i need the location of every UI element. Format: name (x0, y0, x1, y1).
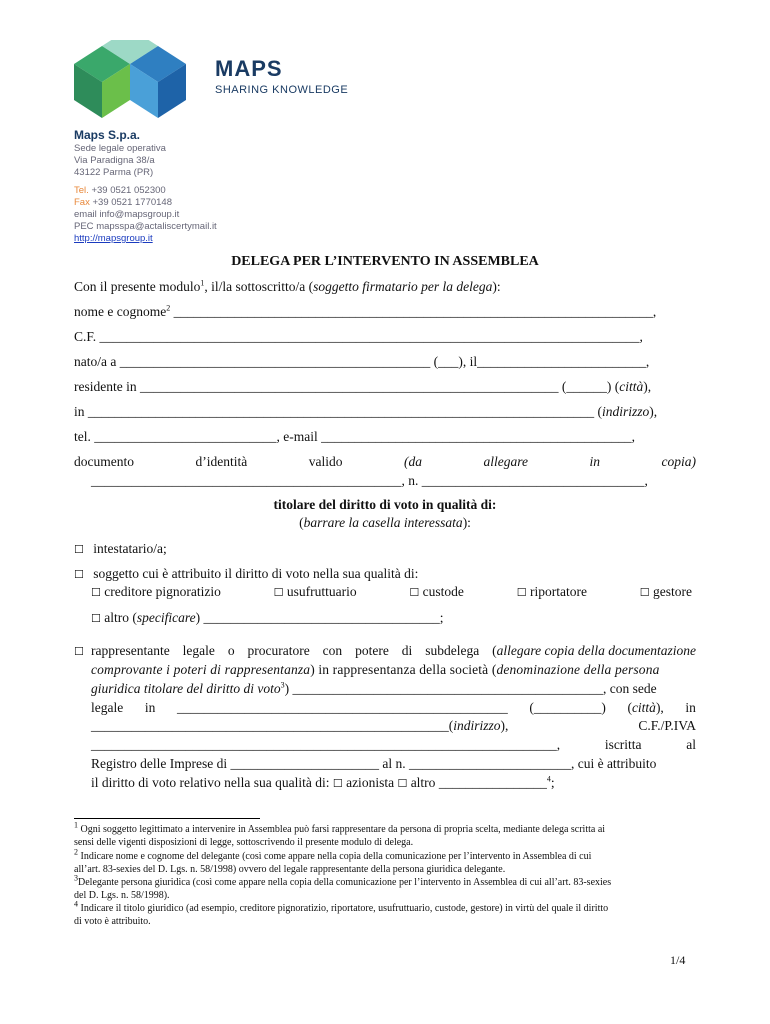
company-name: Maps S.p.a. (74, 128, 141, 142)
tel-value: +39 0521 052300 (91, 185, 166, 196)
checkbox-rappresentante[interactable]: ☐ (74, 645, 84, 658)
website-link[interactable]: http://mapsgroup.it (74, 233, 153, 244)
tel-label: Tel. (74, 185, 89, 196)
option-gestore[interactable]: ☐ gestore (639, 584, 692, 599)
fax-value: +39 0521 1770148 (92, 197, 172, 208)
pec-label: PEC (74, 221, 94, 232)
option-rappresentante[interactable] (74, 643, 84, 659)
checkbox-soggetto[interactable]: ☐ (74, 568, 84, 581)
option-altro[interactable]: ☐ altro (specificare) ___________________________________; (91, 610, 444, 625)
rapp-line-2: comprovante i poteri di rappresentanza) in rappresentanza della società (denominazione della persona (91, 662, 660, 677)
option-soggetto[interactable]: ☐ soggetto cui è attribuito il diritto di voto nella sua qualità di: (74, 566, 419, 581)
titolare-subtitle: (barrare la casella interessata): (299, 515, 471, 530)
rapp-line-5[interactable]: _____________________________________________________(indirizzo), C.F./P.IVA (91, 718, 696, 733)
checkbox-intestatario[interactable]: ☐ (74, 543, 84, 556)
titolare-title: titolare del diritto di voto in qualità di: (273, 497, 497, 512)
pec-row (74, 221, 217, 233)
logo-tagline: SHARING KNOWLEDGE (215, 84, 349, 96)
footnote-3: $^3$Delegante persona giuridica (così come appare nella copia della comunicazione per l’intervento in Assemblea di cui all’art. 83-sexies del D. Lgs. n. 58/1998). (74, 873, 612, 901)
city: 43122 Parma (PR) (74, 167, 154, 178)
nato-field-line[interactable]: nato/a a ______________________________________________ (___), il_________________________, (74, 354, 650, 369)
rapp-line-1: rappresentante legale o procuratore con potere di subdelega (allegare copia della documentazione (91, 643, 696, 658)
option-creditore[interactable]: ☐ creditore pignoratizio (91, 584, 221, 599)
form-title: DELEGA PER L’INTERVENTO IN ASSEMBLEA (231, 254, 539, 269)
residente-field-line[interactable]: residente in ______________________________________________________________ (______) (città), (74, 379, 652, 394)
rapp-line-7[interactable]: Registro delle Imprese di ______________________ al n. ________________________, cui è attribuito (91, 756, 657, 771)
footnote-4: $^4$ Indicare il titolo giuridico (ad esempio, creditore pignoratizio, riportatore, usufruttuario, custode, gestore) in virtù del quale il diritto di voto è attribuito. (74, 899, 609, 927)
email-label: email (74, 209, 97, 220)
maps-logo-mark (74, 40, 204, 118)
option-riportatore[interactable]: ☐ riportatore (516, 584, 587, 599)
page-number: 1/4 (670, 953, 686, 967)
pec-value: mapsspa@actaliscertymail.it (96, 221, 217, 232)
documento-number-line[interactable]: ______________________________________________, n. _________________________________, (91, 473, 648, 488)
option-custode[interactable]: ☐ custode (409, 584, 464, 599)
intro-line: Con il presente modulo$^1$, il/la sottoscritto/a (soggetto firmatario per la delega): (74, 278, 501, 294)
company-logo (74, 40, 204, 118)
address-label: Sede legale operativa (74, 143, 166, 154)
checkbox-altro[interactable]: ☐ (91, 612, 101, 625)
checkbox-azionista[interactable]: ☐ (332, 777, 343, 790)
tel-email-field-line[interactable]: tel. ___________________________, e-mail ______________________________________________, (74, 429, 635, 444)
street: Via Paradigna 38/a (74, 155, 155, 166)
rapp-line-3[interactable]: giuridica titolare del diritto di voto$^3$) ______________________________________________, con sede (91, 680, 657, 696)
tel-row (74, 185, 217, 197)
footnote-2: $^2$ Indicare nome e cognome del delegante (così come appare nella copia della comunicazione per l’intervento in Assemblea di cui all’art. 83-sexies del D. Lgs. n. 58/1998) ovvero del legale rappresentante della persona giuridica delegante. (74, 847, 592, 875)
rapp-line-6[interactable]: _____________________________________________________________________, iscritta al (91, 737, 696, 752)
fax-label: Fax (74, 197, 90, 208)
cf-field-line[interactable]: C.F. ________________________________________________________________________________, (74, 329, 643, 344)
footnote-1: $^1$ Ogni soggetto legittimato a intervenire in Assemblea può farsi rappresentare da persona di propria scelta, mediante delega scritta ai sensi delle vigenti disposizioni di legge, sottoscrivendo il presente modulo di delega. (74, 820, 606, 848)
rapp-line-8[interactable]: il diritto di voto relativo nella sua qualità di: ☐ azionista ☐ altro ________________$^4$; (91, 774, 555, 790)
checkbox-altro-qualita[interactable]: ☐ (397, 777, 408, 790)
email-row (74, 209, 217, 221)
company-address-block (74, 143, 217, 245)
rapp-line-4[interactable]: legale in _________________________________________________ (__________) (città), in (91, 700, 696, 715)
documento-line: documento d’identità valido (da allegare in copia) (74, 454, 696, 469)
sub-options-row (91, 584, 692, 600)
indirizzo-field-line[interactable]: in ___________________________________________________________________________ (indirizzo), (74, 404, 658, 419)
fax-row (74, 197, 217, 209)
email-value: info@mapsgroup.it (99, 209, 180, 220)
nome-field-line[interactable]: nome e cognome$^2$ _______________________________________________________________________, (74, 303, 657, 319)
option-usufruttuario[interactable]: ☐ usufruttuario (273, 584, 357, 599)
footnote-separator (74, 818, 260, 819)
logo-text: MAPS (215, 56, 283, 81)
option-intestatario[interactable]: ☐ intestatario/a; (74, 541, 167, 556)
